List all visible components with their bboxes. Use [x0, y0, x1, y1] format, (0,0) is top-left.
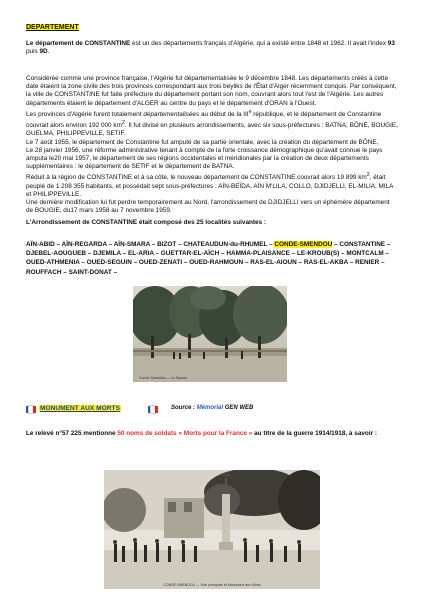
releve-soldiers-count: 50 noms de soldats « Morts pour la France »: [117, 430, 253, 437]
photo-monument-postcard: [104, 470, 320, 589]
intro-mid: puis: [26, 48, 40, 56]
localities-part-a: AÏN-ABID – AÏN-REGARDA – AÏN-SMARA – BIZOT – CHATEAUDUN-du-RHUMEL –: [26, 241, 275, 248]
history-p2-sup2: 2: [121, 120, 125, 127]
photo1-caption: Condé-Smendou — Le Square: [139, 376, 188, 380]
history-p2-a: Les provinces d'Algérie furent totalement: [26, 110, 144, 118]
history-p6: Une dernière modification lui fut perdre temporairement au Nord, l'arrondissement de DJIDJELLI vers un éphémère département de BOUGIE, du17 mars 1958 au 7 novembre 1959.: [26, 199, 390, 215]
index-93: 93: [387, 40, 395, 47]
source-link[interactable]: Mémorial: [196, 405, 224, 411]
localities-list: [26, 240, 398, 277]
history-p2-italic: départementalisées: [143, 110, 200, 118]
history-p2: [26, 108, 398, 139]
history-p5-c: , était peuplé de 1 208 355 habitants, et possédait sept sous-préfectures : AÏN-BEÏDA, AÏN M'LILA, COLLO, DJIDJELLI, EL-MILIA, MILA et PHILIPPEVILLE.: [26, 174, 394, 199]
locality-highlight-conde-smendou: CONDE-SMENDOU: [274, 241, 333, 248]
history-p2-sup: e: [248, 108, 252, 115]
monument-heading-row: [26, 405, 398, 415]
releve-text-a: Le relevé n°57 225 mentionne: [26, 430, 118, 437]
intro-end: .: [47, 48, 50, 56]
history-p5-sup: 2: [366, 172, 370, 179]
source-line: [171, 405, 253, 411]
history-p3: Le 7 août 1955, le département de Constantine fut amputé de sa partie orientale, avec la création du département de BÔNE.: [26, 138, 379, 146]
intro-paragraph: [26, 40, 398, 56]
history-p5-a: Réduit à la région de CONSTANTINE et à sa côte, le nouveau département de CONSTANTINE couvrait alors 19 899 km: [26, 174, 367, 182]
index-9d: 9D: [39, 48, 48, 56]
releve-text-b: au titre de la guerre 1914/1918, à savoir :: [252, 430, 377, 437]
french-flag-icon: [148, 406, 158, 413]
french-flag-icon: [26, 406, 36, 413]
source-rest: GEN WEB: [223, 405, 254, 411]
releve-paragraph: [26, 430, 398, 438]
history-p2-e: république, et le département de Constantine couvrait alors environ 192 000 km: [26, 110, 382, 130]
photo2-caption: CONDÉ-SMENDOU — Rue principale et Monument aux Morts: [163, 583, 261, 587]
source-label: Source :: [171, 405, 197, 411]
history-p2-g: . Il fut divisé en plusieurs arrondissements, avec six sous-préfectures : BATNA, BÔNE, BOUGIE, GUELMA, PHILIPPEVILLE, SETIF.: [26, 122, 398, 138]
arrondissement-intro: L'Arrondissement de CONSTANTINE était composé des 25 localités suivantes :: [26, 219, 267, 226]
history-p5: [26, 171, 398, 199]
monument-title: MONUMENT AUX MORTS: [40, 405, 120, 412]
intro-text: est un des départements français d'Algérie, qui a existé entre 1848 et 1962. Il avait l'index: [130, 40, 388, 47]
history-p4: Le 28 janvier 1956, une réforme administrative tenant à compte de la forte croissance démographique qu'avait connue le pays amputa le20 mai 1957, le département de ses régions occidentales et méridionales par la création de deux départements supplémentaires : le département de SETIF et le département de BATNA.: [26, 146, 383, 171]
history-p1: Considérée comme une province française, l'Algérie fut départementalisée le 9 décembre 1848. Les départements créés à cette date étaient la zone civile des trois provinces correspondant aux trois beyliks de l'État d'Alger récemment conquis. Par conséquent, la ville de CONSTANTINE fut faite préfecture du département portant son nom, couvrant alors tout l'est de l'Algérie. Les autres départements étaient le département d'ALGER au centre du pays et le département d'ORAN à l'Ouest.: [26, 75, 397, 107]
history-paragraphs: [26, 75, 398, 216]
section-heading-departement: DEPARTEMENT: [26, 24, 79, 31]
intro-bold: Le département de CONSTANTINE: [26, 40, 131, 47]
history-p2-c: au début de la III: [199, 110, 249, 118]
photo-square-postcard: [133, 286, 287, 382]
localities-part-b: – CONSTANTINE – DJEBEL-AOUGUEB – DJEMILA – EL-ARIA – GUETTAR-EL-AÏCH – HAMMA-PLAISANCE – LE-KROUB(S) – MONTCALM – OUED-ATHMENIA – OUED-SEGUIN – OUED-ZENATI – OUED-RAHMOUN – RAS-EL-AIOUN – RAS-EL-AKBA – RENIER – ROUFFACH – SAINT-DONAT –: [26, 241, 391, 276]
